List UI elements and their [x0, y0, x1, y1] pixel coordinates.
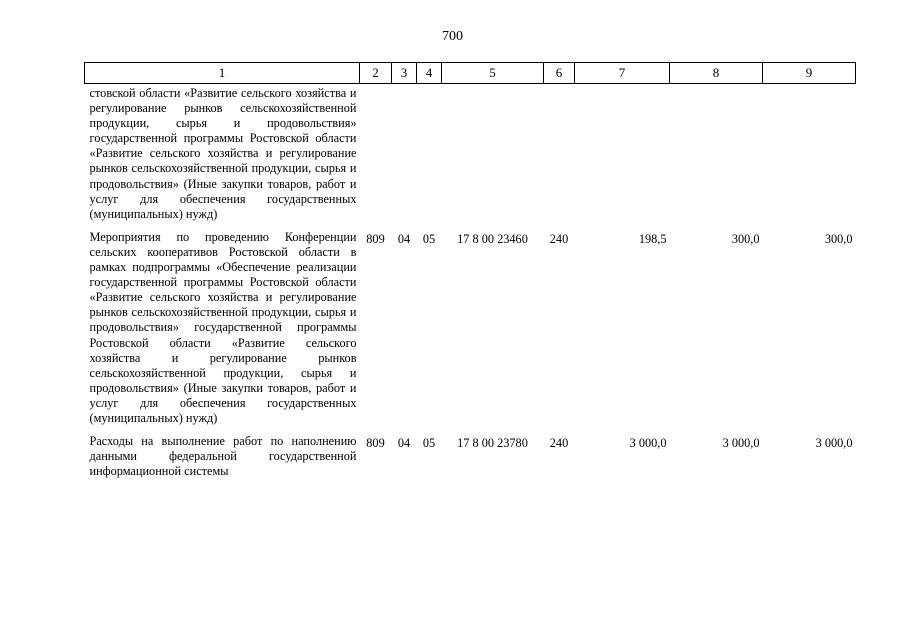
column-header-1: 1	[85, 63, 360, 84]
page-number: 700	[442, 29, 463, 44]
row-expense-type: 240	[549, 231, 569, 246]
row-target-code: 17 8 00 23780	[457, 436, 528, 451]
row-ministry-code: 809	[366, 231, 385, 246]
row-subsection-code: 05	[422, 231, 436, 246]
row-subsection-code: 05	[422, 436, 436, 451]
table-header	[85, 63, 856, 84]
row-target-code	[442, 84, 544, 230]
table-row	[85, 434, 856, 487]
row-amount-col8: 300,0	[731, 231, 760, 246]
row-ministry-code	[360, 84, 392, 230]
column-header-9: 9	[763, 63, 856, 84]
row-description: стовской области «Развитие сельского хозяйства и регулирование рынков сельскохозяйственной продукции, сырья и продовольствия» государственной программы Ростовской области «Развитие сельского хозяйства и регулирование рынков сельскохозяйственной продукции, сырья и продовольствия» (Иные закупки товаров, работ и услуг для обеспечения государственных (муниципальных) нужд)	[89, 86, 357, 221]
budget-table	[84, 62, 856, 487]
row-amount-col9: 300,0	[824, 231, 853, 246]
row-expense-type	[544, 84, 575, 230]
row-amount-col9: 3 000,0	[815, 436, 853, 451]
row-amount-col8	[670, 84, 763, 230]
row-section-code: 04	[397, 231, 411, 246]
row-section-code	[392, 84, 417, 230]
row-ministry-code: 809	[366, 436, 385, 451]
row-amount-col7: 3 000,0	[629, 436, 667, 451]
column-header-3: 3	[392, 63, 417, 84]
column-header-7: 7	[575, 63, 670, 84]
row-amount-col7: 198,5	[638, 231, 667, 246]
row-section-code: 04	[397, 436, 411, 451]
column-header-8: 8	[670, 63, 763, 84]
row-description: Мероприятия по проведению Конференции сельских кооперативов Ростовской области в рамках подпрограммы «Обеспечение реализации государственной программы Ростовской области «Развитие сельского хозяйства и регулирование рынков сельскохозяйственной продукции, сырья и продовольствия» государственной программы Ростовской области «Развитие сельского хозяйства и регулирование рынков сельскохозяйственной продукции, сырья и продовольствия» (Иные закупки товаров, работ и услуг для обеспечения государственных (муниципальных) нужд)	[89, 229, 357, 425]
row-amount-col8: 3 000,0	[722, 436, 760, 451]
row-amount-col7	[575, 84, 670, 230]
row-description: Расходы на выполнение работ по наполнению данными федеральной государственной информационной системы	[89, 434, 357, 479]
row-target-code: 17 8 00 23460	[457, 231, 528, 246]
table-row	[85, 230, 856, 434]
column-header-5: 5	[442, 63, 544, 84]
column-header-4: 4	[417, 63, 442, 84]
row-amount-col9	[763, 84, 856, 230]
column-header-2: 2	[360, 63, 392, 84]
row-subsection-code	[417, 84, 442, 230]
row-expense-type: 240	[549, 436, 569, 451]
column-header-6: 6	[544, 63, 575, 84]
table-row	[85, 84, 856, 230]
